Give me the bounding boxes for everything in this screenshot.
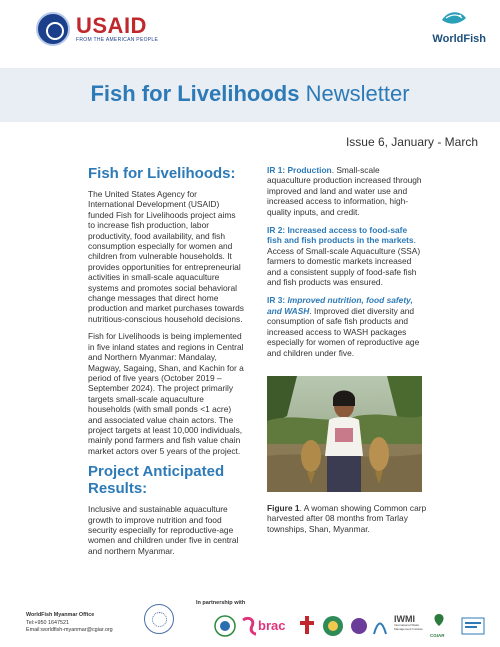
ir2-lead: IR 2: Increased access to food-safe fish and fish products in the markets [267,225,414,246]
partner-logo-4-icon [322,614,344,638]
partner-logo-5-icon [349,614,369,638]
cgiar-logo [430,612,456,636]
issue-label: Issue 6, January - March [345,135,478,149]
intro-paragraph: The United States Agency for International Development (USAID) funded Fish for Livelihoods project aims to increase fish production, labor productivity, food availability, and fish consumption especially for women and children from vulnerable households. It provides opportunities for entrepreneurial activities in small-scale aquaculture systems and promotes social behavioral change messages that direct home production and market purchases towards nutritious-conscious household decisions. [88,189,244,324]
partner-logo-6-icon [372,614,388,638]
brac-symbol-icon [240,614,258,638]
figure-photo [267,376,422,492]
partner-logo-1-icon [214,614,236,638]
right-column [267,165,422,366]
cgiar-leaf-icon [430,612,448,628]
iwmi-wordmark: IWMI [394,614,415,624]
ir3-paragraph [267,295,422,357]
figure-caption-text: . A woman showing Common carp harvested after 08 months from Tarlay townships, Shan, Myanmar. [267,503,427,534]
worldfish-fish-icon [440,8,468,30]
title-band [0,68,500,122]
newsletter-title [0,81,500,107]
iwmi-logo [394,614,428,638]
iwmi-subtitle: International Water Management Institute [394,623,423,631]
brac-wordmark: brac [258,618,286,633]
ir3-lead: IR 3: [267,295,288,306]
ir1-text: . Small-scale aquaculture production increased through improved and land and water use and increased access to information, high-quality inputs, and credit. [267,165,422,217]
office-name: WorldFish Myanmar Office [26,612,95,618]
usaid-wordmark: USAID [76,13,147,38]
title-rest: Newsletter [299,81,410,106]
office-email: Email:worldfish-myanmar@cgiar.org [26,627,113,633]
worldfish-logo [406,8,486,48]
ir1-lead: IR 1: Production [267,165,332,175]
usaid-logo [36,12,159,46]
page-header [0,0,500,68]
partner-logo-9-icon [460,614,486,638]
title-bold: Fish for Livelihoods [90,81,300,106]
implementation-paragraph: Fish for Livelihoods is being implemented in five inland states and regions in Central and Northern Myanmar: Mandalay, Magway, Sagaing, Shan, and Kachin for a period of five years (October 2019 – September 2024). The project primarily targets small-scale aquaculture households (with small ponds <1 acre) and associated value chain actors. The project targets at least 10,000 individuals, mainly pond farmers and fish value chain market actors over 5 years of the project. [88,331,244,456]
partner-logo-3-icon [298,614,316,638]
worldfish-wordmark: WorldFish [432,33,486,45]
usaid-tagline: FROM THE AMERICAN PEOPLE [76,37,159,43]
partnership-label: In partnership with [196,600,246,606]
figure-caption [267,503,427,534]
usaid-seal-icon [36,12,70,46]
ir2-paragraph [267,225,422,287]
section-heading-fish-for-livelihoods: Fish for Livelihoods: [88,165,236,182]
office-tel: Tel:+950 1647521 [26,619,70,626]
woman-holding-carp-image [267,376,422,492]
results-paragraph: Inclusive and sustainable aquaculture growth to improve nutrition and food security especially for reproductive-age women and children under five in central and northern Myanmar. [88,504,239,556]
page-footer [0,600,500,647]
section-heading-anticipated-results: Project Anticipated Results: [88,463,225,498]
ir2-text: . Access of Small-scale Aquaculture (SSA) farmers to domestic markets increased and a consistent supply of food-safe fish and fish products was ensured. [267,235,421,288]
ir3-lead-italic: Improved nutrition, food safety, and WASH [267,295,413,316]
office-contact [26,612,113,635]
government-emblem-icon [144,604,174,634]
ir1-paragraph [267,165,422,217]
figure-label: Figure 1 [267,503,300,513]
left-column [88,165,244,556]
ir3-text: . Improved diet diversity and consumption of safe fish products and increased access to WASH packages especially for women of reproductive age and children under five. [267,305,420,358]
cgiar-wordmark: CGIAR [430,633,445,638]
